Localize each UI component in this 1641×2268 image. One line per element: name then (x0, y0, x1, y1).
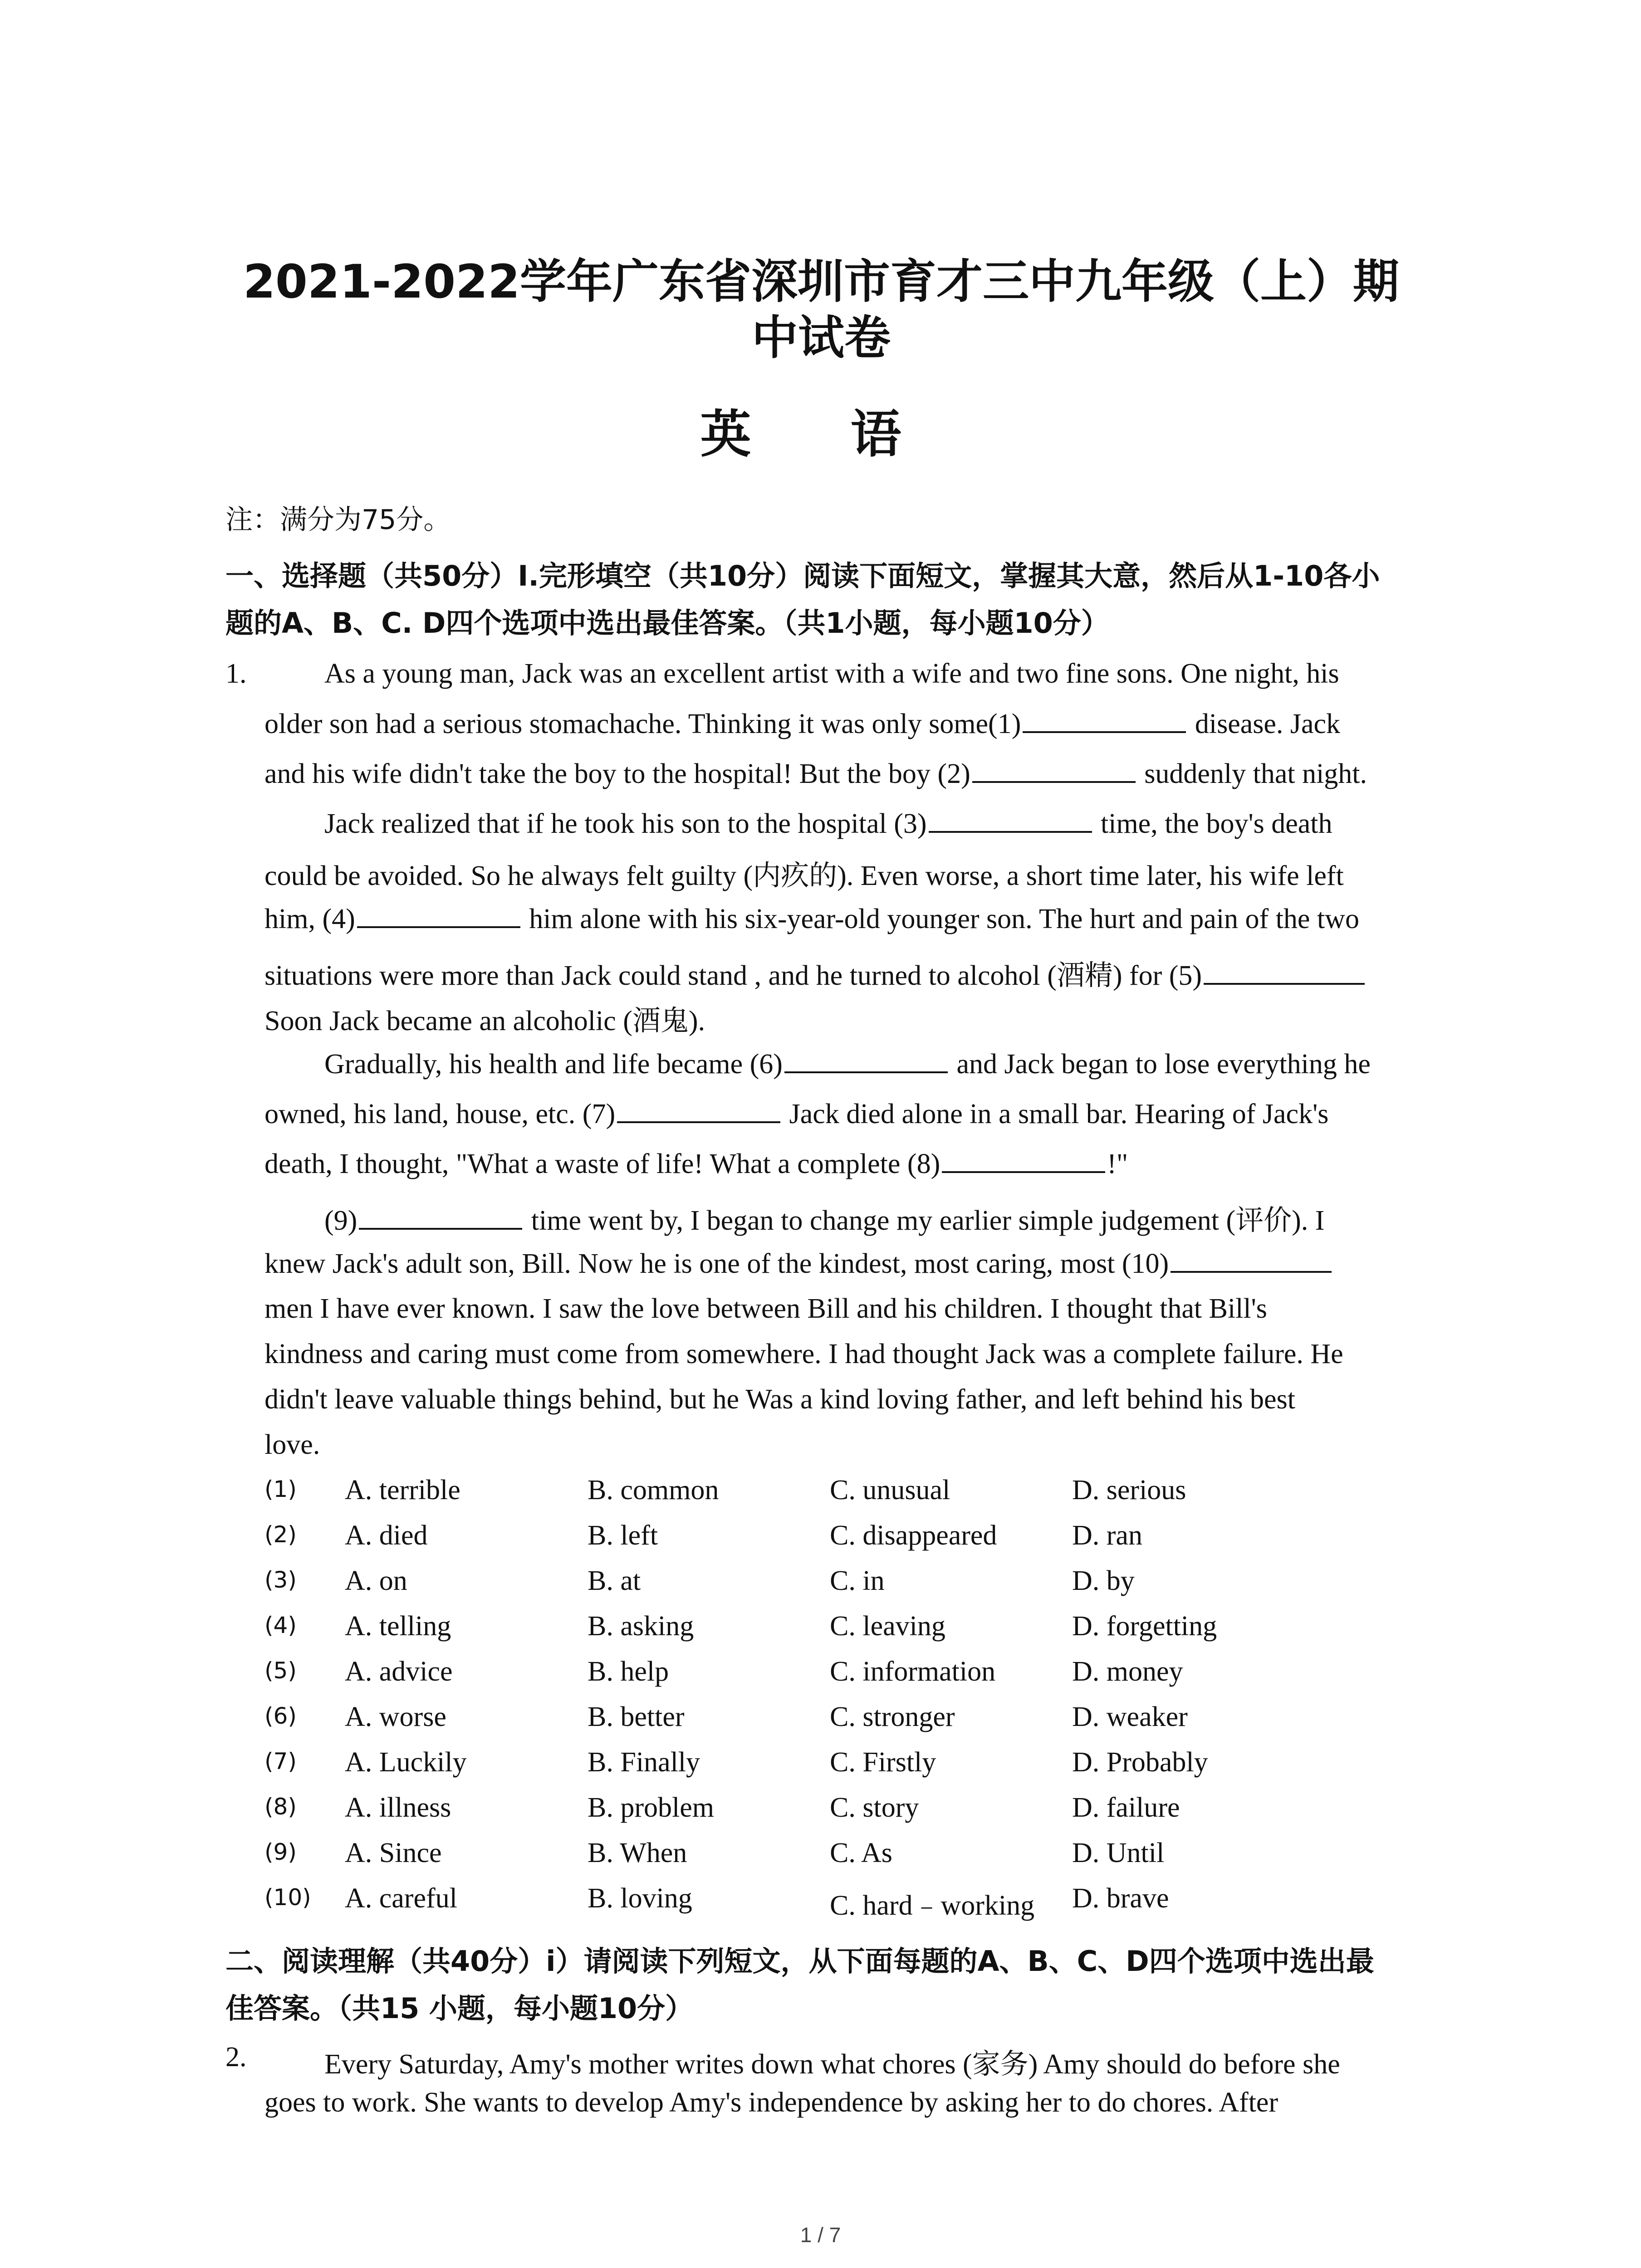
passage-text: time went by, I began to change my earlier simple judgement (评价). I (531, 1205, 1325, 1236)
option-number: (8) (265, 1794, 297, 1820)
passage-line (324, 658, 1339, 690)
passage-text: Gradually, his health and life became (6) (324, 1049, 783, 1080)
passage-text: Jack realized that if he took his son to the hospital (3) (324, 808, 927, 839)
option-row (265, 1701, 1263, 1742)
option-a[interactable]: A. on (345, 1565, 407, 1596)
passage-line (265, 2087, 1278, 2119)
passage-line (324, 1048, 1371, 1080)
passage-text: owned, his land, house, etc. (7) (265, 1099, 616, 1129)
option-number: (9) (265, 1839, 297, 1865)
option-b[interactable]: B. asking (588, 1611, 694, 1642)
passage-text: suddenly that night. (1144, 758, 1367, 789)
passage-line (265, 998, 705, 1038)
answer-blank (784, 1048, 948, 1073)
subject-heading: 英 语 (700, 405, 942, 464)
option-c[interactable]: C. unusual (830, 1475, 950, 1505)
option-a[interactable]: A. careful (345, 1883, 457, 1914)
option-d[interactable]: D. forgetting (1072, 1611, 1217, 1642)
passage-line (265, 903, 1359, 935)
passage-text: could be avoided. So he always felt guilty (内疚的). Even worse, a short time later, his wife left (265, 860, 1344, 891)
option-d[interactable]: D. money (1072, 1656, 1183, 1687)
option-c[interactable]: C. in (830, 1565, 885, 1596)
passage-text: love. (265, 1429, 320, 1460)
option-row (265, 1746, 1263, 1787)
answer-blank (617, 1098, 780, 1123)
option-number: (3) (265, 1567, 297, 1593)
option-a[interactable]: A. advice (345, 1656, 453, 1687)
passage-text: As a young man, Jack was an excellent artist with a wife and two fine sons. One night, his (324, 658, 1339, 689)
passage-line (265, 1338, 1343, 1370)
option-b[interactable]: B. better (588, 1701, 685, 1732)
option-b[interactable]: B. Finally (588, 1747, 700, 1778)
passage-text: men I have ever known. I saw the love between Bill and his children. I thought that Bill's (265, 1293, 1267, 1324)
passage-text: kindness and caring must come from somewhere. I had thought Jack was a complete failure. He (265, 1339, 1343, 1369)
answer-blank (1171, 1247, 1332, 1273)
passage-text: !" (1107, 1149, 1128, 1179)
option-b[interactable]: B. left (588, 1520, 658, 1551)
passage-text: situations were more than Jack could stand , and he turned to alcohol (酒精) for (5) (265, 960, 1202, 991)
passage-line (265, 1293, 1267, 1325)
option-a[interactable]: A. terrible (345, 1475, 460, 1505)
option-row (265, 1882, 1263, 1923)
answer-blank (929, 807, 1092, 833)
option-b[interactable]: B. common (588, 1475, 719, 1505)
passage-text: disease. Jack (1195, 709, 1341, 739)
question-number: 2. (225, 2042, 247, 2072)
option-row (265, 1792, 1263, 1833)
passage-line (265, 853, 1344, 893)
passage-text: goes to work. She wants to develop Amy's independence by asking her to do chores. After (265, 2087, 1279, 2118)
passage-text: older son had a serious stomachache. Thinking it was only some(1) (265, 709, 1021, 739)
section2-line1: 二、阅读理解（共40分）i）请阅读下列短文，从下面每题的A、B、C、D四个选项中选出最 (225, 1945, 1374, 1978)
passage-text: Every Saturday, Amy's mother writes down what chores (家务) Amy should do before she (324, 2049, 1340, 2080)
passage-text: Soon Jack became an alcoholic (酒鬼). (265, 1006, 705, 1036)
option-d[interactable]: D. brave (1072, 1883, 1169, 1914)
option-d[interactable]: D. by (1072, 1565, 1135, 1596)
option-d[interactable]: D. Probably (1072, 1747, 1208, 1778)
option-d[interactable]: D. weaker (1072, 1701, 1188, 1732)
option-number: (7) (265, 1748, 297, 1774)
passage-line (265, 708, 1340, 740)
option-b[interactable]: B. When (588, 1838, 687, 1868)
option-c[interactable]: C. As (830, 1838, 892, 1868)
passage-line (265, 1383, 1295, 1416)
option-a[interactable]: A. Luckily (345, 1747, 467, 1778)
passage-line (265, 1429, 320, 1461)
option-a[interactable]: A. telling (345, 1611, 451, 1642)
passage-line (324, 807, 1332, 840)
option-number: (6) (265, 1703, 297, 1729)
passage-text: knew Jack's adult son, Bill. Now he is one of the kindest, most caring, most (10) (265, 1248, 1169, 1279)
option-number: (1) (265, 1476, 297, 1502)
exam-title-line2: 中试卷 (752, 311, 891, 365)
passage-line (265, 758, 1367, 790)
option-a[interactable]: A. worse (345, 1701, 446, 1732)
answer-blank (357, 903, 520, 928)
option-b[interactable]: B. problem (588, 1792, 714, 1823)
passage-text: (9) (324, 1205, 358, 1236)
score-note: 注：满分为75分。 (225, 504, 451, 536)
passage-text: Jack died alone in a small bar. Hearing of Jack's (789, 1099, 1329, 1129)
passage-line (265, 1098, 1328, 1130)
option-a[interactable]: A. Since (345, 1838, 442, 1868)
option-number: (4) (265, 1612, 297, 1638)
option-c[interactable]: C. leaving (830, 1611, 945, 1642)
option-row (265, 1610, 1263, 1651)
option-number: (10) (265, 1884, 311, 1911)
answer-blank (942, 1148, 1105, 1173)
option-a[interactable]: A. illness (345, 1792, 451, 1823)
passage-line (265, 1247, 1333, 1280)
option-number: (5) (265, 1657, 297, 1684)
section1-line1: 一、选择题（共50分）I.完形填空（共10分）阅读下面短文，掌握其大意，然后从1-10各小 (225, 559, 1380, 592)
option-a[interactable]: A. died (345, 1520, 428, 1551)
passage-text: and his wife didn't take the boy to the hospital! But the boy (2) (265, 758, 970, 789)
passage-line (265, 1148, 1128, 1180)
passage-line (265, 953, 1367, 993)
passage-text: time, the boy's death (1101, 808, 1332, 839)
option-d[interactable]: D. serious (1072, 1475, 1186, 1505)
option-d[interactable]: D. ran (1072, 1520, 1142, 1551)
answer-blank (972, 758, 1136, 783)
answer-blank (359, 1204, 522, 1230)
passage-text: didn't leave valuable things behind, but he Was a kind loving father, and left behind his best (265, 1384, 1295, 1415)
option-b[interactable]: B. loving (588, 1883, 692, 1914)
passage-text: death, I thought, "What a waste of life! What a complete (8) (265, 1149, 941, 1179)
option-c[interactable]: C. disappeared (830, 1520, 997, 1551)
option-c[interactable]: C. hard﹣working (830, 1890, 1035, 1921)
answer-blank (1023, 708, 1186, 733)
page-number: 1 / 7 (800, 2223, 841, 2247)
option-c[interactable]: C. story (830, 1792, 919, 1823)
option-row (265, 1520, 1263, 1560)
section1-line2: 题的A、B、C. D四个选项中选出最佳答案。（共1小题，每小题10分） (225, 606, 1109, 640)
passage-line (324, 1198, 1324, 1238)
section1-heading (225, 552, 1450, 647)
passage-text: him, (4) (265, 904, 355, 934)
option-d[interactable]: D. failure (1072, 1792, 1180, 1823)
option-row (265, 1656, 1263, 1696)
passage-text: and Jack began to lose everything he (956, 1049, 1371, 1080)
option-row (265, 1837, 1263, 1878)
option-row (265, 1474, 1263, 1515)
exam-title-line1: 2021-2022学年广东省深圳市育才三中九年级（上）期 (243, 255, 1400, 309)
question-number: 1. (225, 658, 247, 689)
option-row (265, 1565, 1263, 1606)
option-c[interactable]: C. stronger (830, 1701, 955, 1732)
passage-line (324, 2041, 1340, 2082)
answer-blank (1204, 959, 1365, 985)
passage-text: him alone with his six-year-old younger son. The hurt and pain of the two (529, 904, 1359, 934)
option-number: (2) (265, 1521, 297, 1548)
option-c[interactable]: C. Firstly (830, 1747, 936, 1778)
option-b[interactable]: B. help (588, 1656, 669, 1687)
option-c[interactable]: C. information (830, 1656, 996, 1687)
section2-line2: 佳答案。（共15 小题，每小题10分） (225, 1992, 694, 2025)
section2-heading (225, 1938, 1450, 2032)
option-d[interactable]: D. Until (1072, 1838, 1165, 1868)
option-b[interactable]: B. at (588, 1565, 641, 1596)
